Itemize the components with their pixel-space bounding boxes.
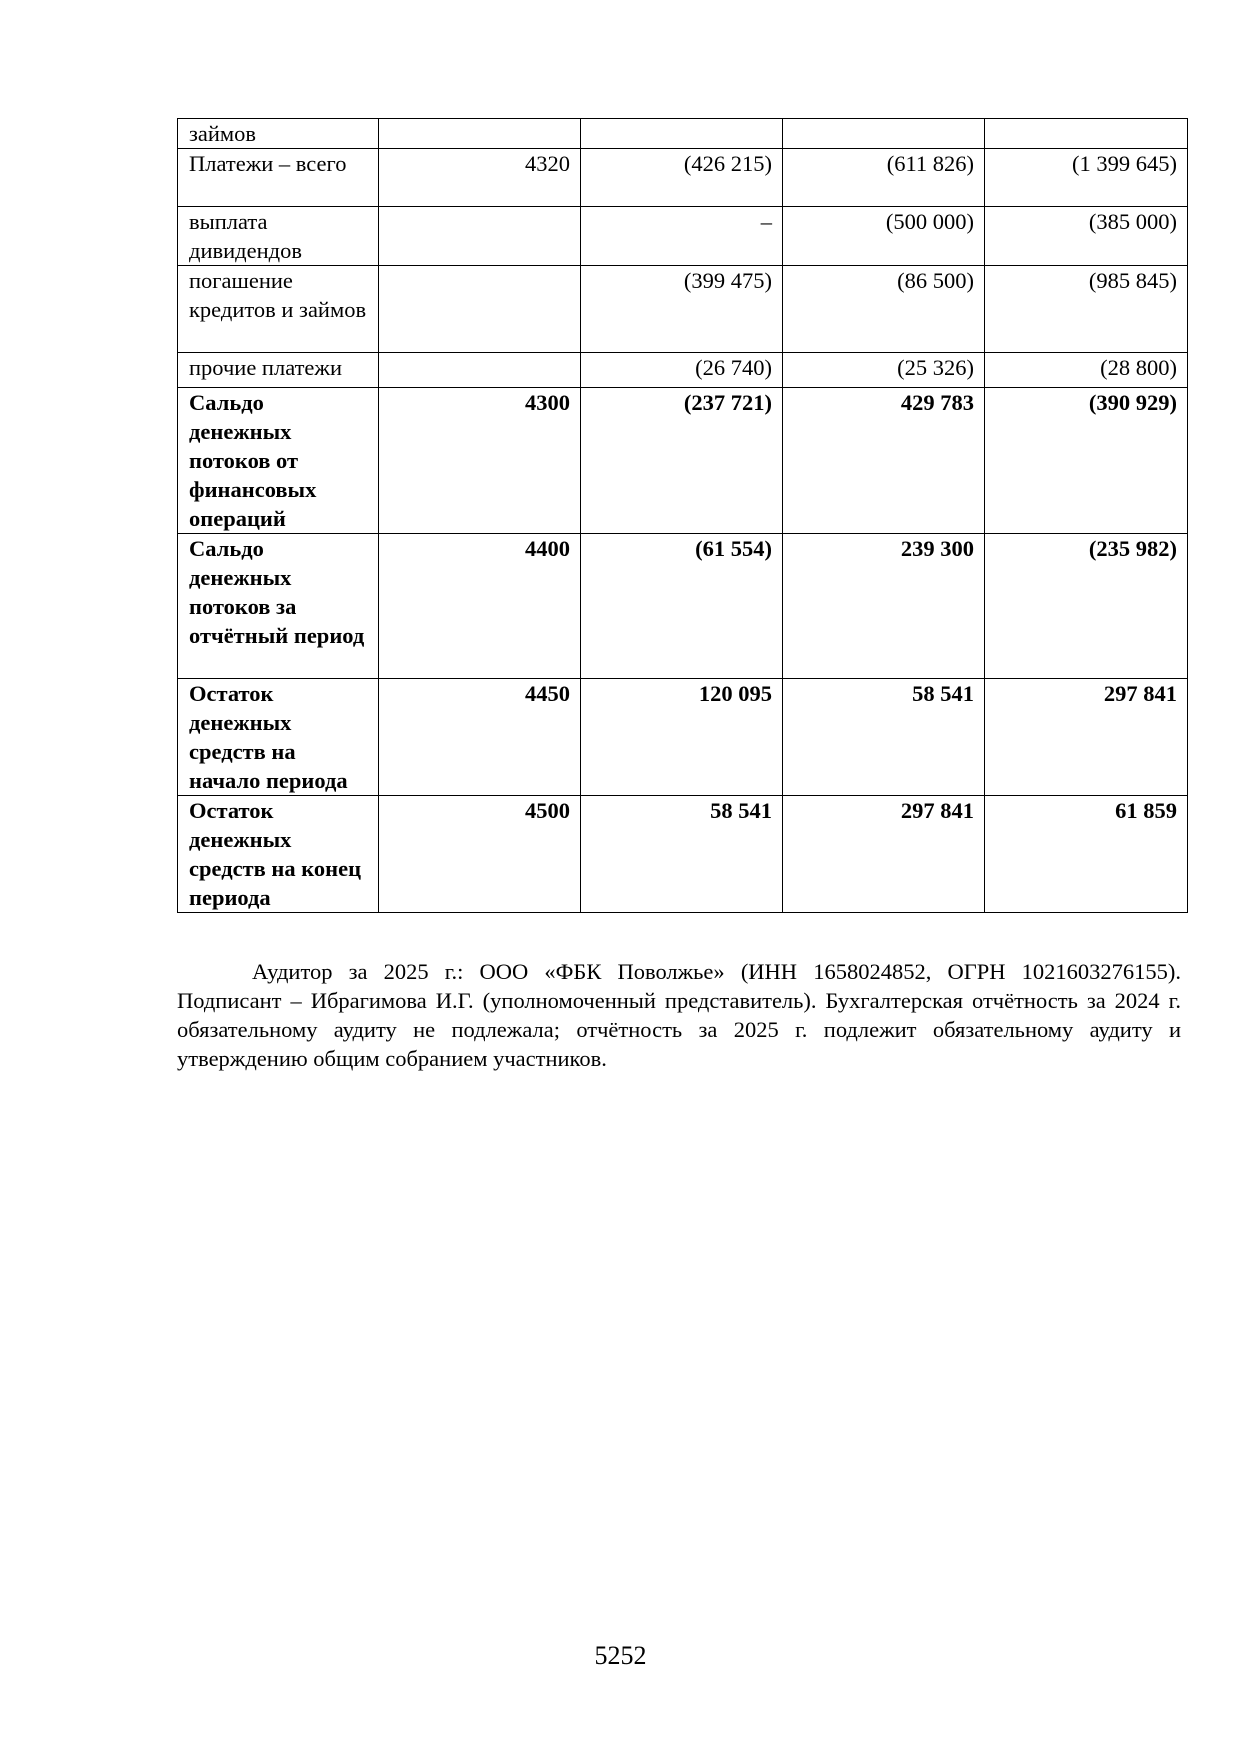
table-row: [178, 266, 1188, 353]
value-cell: 58 541: [783, 679, 985, 796]
row-code: 4300: [379, 388, 581, 534]
value-cell: 61 859: [985, 796, 1188, 913]
row-code: [379, 266, 581, 353]
row-code: [379, 119, 581, 149]
table-row: [178, 388, 1188, 534]
page-number: 5252: [594, 1641, 647, 1670]
value-cell: 429 783: [783, 388, 985, 534]
value-cell: (86 500): [783, 266, 985, 353]
table-row: [178, 679, 1188, 796]
row-code: 4400: [379, 534, 581, 679]
table-row: [178, 207, 1188, 266]
table-row: [178, 353, 1188, 388]
value-cell: (26 740): [581, 353, 783, 388]
row-label: выплата дивидендов: [178, 207, 379, 266]
row-label: Платежи – всего: [178, 149, 379, 207]
value-cell: –: [581, 207, 783, 266]
value-cell: [985, 119, 1188, 149]
table-row: [178, 119, 1188, 149]
row-code: [379, 353, 581, 388]
row-code: 4450: [379, 679, 581, 796]
row-label: Сальдо денежных потоков за отчётный период: [178, 534, 379, 679]
value-cell: (390 929): [985, 388, 1188, 534]
row-code: 4500: [379, 796, 581, 913]
row-label: Остаток денежных средств на начало периода: [178, 679, 379, 796]
row-label: Остаток денежных средств на конец периода: [178, 796, 379, 913]
cash-flow-table: [177, 118, 1188, 913]
value-cell: (385 000): [985, 207, 1188, 266]
value-cell: (399 475): [581, 266, 783, 353]
value-cell: 297 841: [783, 796, 985, 913]
value-cell: 239 300: [783, 534, 985, 679]
value-cell: 297 841: [985, 679, 1188, 796]
value-cell: (235 982): [985, 534, 1188, 679]
value-cell: [581, 119, 783, 149]
value-cell: [783, 119, 985, 149]
value-cell: (28 800): [985, 353, 1188, 388]
table-row: [178, 149, 1188, 207]
table-row: [178, 534, 1188, 679]
value-cell: 58 541: [581, 796, 783, 913]
row-label: Сальдо денежных потоков от финансовых операций: [178, 388, 379, 534]
value-cell: (237 721): [581, 388, 783, 534]
row-code: [379, 207, 581, 266]
value-cell: 120 095: [581, 679, 783, 796]
value-cell: (61 554): [581, 534, 783, 679]
table-row: [178, 796, 1188, 913]
row-label: погашение кредитов и займов: [178, 266, 379, 353]
value-cell: (426 215): [581, 149, 783, 207]
value-cell: (611 826): [783, 149, 985, 207]
auditor-paragraph: Аудитор за 2025 г.: ООО «ФБК Поволжье» (ИНН 1658024852, ОГРН 1021603276155). Подписант – Ибрагимова И.Г. (уполномоченный представитель). Бухгалтерская отчётность за 2024 г. обязательному аудиту не подлежала; отчётность за 2025 г. подлежит обязательному аудиту и утверждению общим собранием участников.: [177, 959, 1181, 1071]
row-label: прочие платежи: [178, 353, 379, 388]
value-cell: (985 845): [985, 266, 1188, 353]
value-cell: (500 000): [783, 207, 985, 266]
value-cell: (1 399 645): [985, 149, 1188, 207]
row-code: 4320: [379, 149, 581, 207]
row-label: займов: [178, 119, 379, 149]
value-cell: (25 326): [783, 353, 985, 388]
